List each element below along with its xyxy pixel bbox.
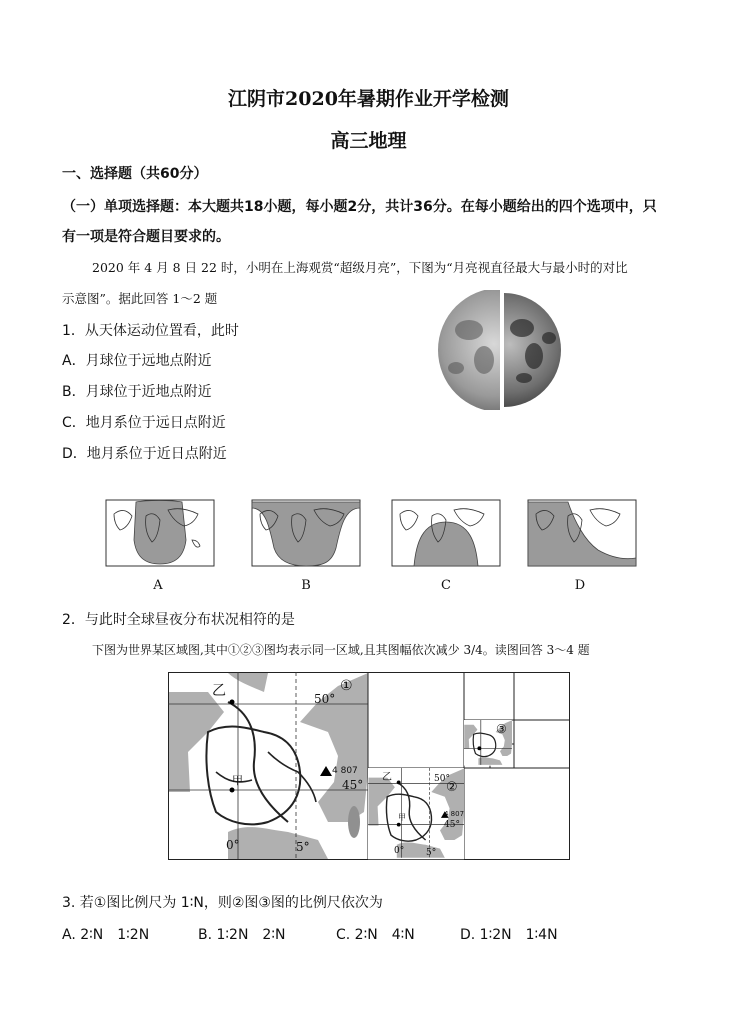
intro2-text: 下图为世界某区域图,其中①②③图均表示同一区域,且其图幅依次减少 3/4。读图回答 3～4 题: [92, 643, 590, 657]
day-night-maps: [104, 498, 639, 573]
section-heading: 一、选择题（共60分）: [62, 166, 208, 182]
map-d: [528, 500, 636, 566]
intro-line1: 2020 年 4 月 8 日 22 时，小明在上海观赏“超级月亮”，下图为“月亮视直径最大与最小时的对比: [92, 260, 628, 275]
lat-50-label: 50°: [314, 692, 336, 706]
question-3-option-a: A. 2∶N 1∶2N: [62, 927, 150, 943]
small-moon-label-line: 起来最: [566, 338, 599, 351]
small-moon-label-line: 小的时: [566, 353, 599, 366]
medium-lat-50-label: 50°: [434, 774, 450, 784]
super-moon-label: [370, 318, 440, 378]
region-map-figure: [168, 672, 570, 860]
map-marker-1: ①: [340, 678, 353, 694]
lon-0-label: 0°: [226, 838, 240, 852]
peak-elevation-label: 4 807: [332, 766, 358, 776]
medium-city-yi-label: 乙: [382, 772, 392, 783]
map-caption-a: A: [153, 578, 163, 593]
small-moon-label: [566, 322, 599, 382]
medium-lat-45-label: 45°: [444, 820, 460, 830]
page-title: 江阴市2020年暑期作业开学检测: [228, 88, 509, 110]
question-1-option-a: A．月球位于远地点附近: [62, 353, 212, 369]
question-2-stem: 2．与此时全球昼夜分布状况相符的是: [62, 612, 295, 628]
section-instructions-line1: （一）单项选择题：本大题共18小题，每小题2分，共计36分。在每小题给出的四个选项中，只: [62, 199, 657, 215]
medium-lon-0-label: 0°: [394, 846, 405, 856]
map-caption-d: D: [574, 578, 586, 593]
map-a: [106, 500, 214, 566]
intro-line2: 示意图”。据此回答 1～2 题: [62, 291, 218, 306]
question-1-option-d: D．地月系位于近日点附近: [62, 446, 227, 462]
map-marker-3: ③: [496, 722, 507, 736]
subject-title: 高三地理: [330, 130, 407, 152]
map-caption-b: B: [301, 578, 311, 593]
medium-lon-5-label: 5°: [426, 848, 437, 858]
question-3-stem: 3. 若①图比例尺为 1∶N，则②图③图的比例尺依次为: [62, 895, 383, 911]
small-moon-label-line: 月亮看: [566, 323, 599, 336]
medium-peak-elevation-label: 4 807: [444, 810, 465, 818]
super-moon-label-line: 30%: [370, 364, 395, 377]
super-moon-label-line: 看起来大了: [370, 334, 425, 347]
map-c: [392, 500, 500, 566]
section-instructions-line2: 有一项是符合题目要求的。: [62, 229, 230, 245]
lon-5-label: 5°: [296, 840, 310, 854]
day-night-maps-svg: [104, 498, 639, 573]
map-caption-c: C: [441, 578, 451, 593]
city-yi-label: 乙: [212, 683, 226, 699]
medium-city-jia-label: 甲: [398, 813, 406, 822]
region-map-svg: [168, 672, 570, 860]
city-jia-label: 甲: [232, 774, 243, 787]
map-b: [252, 500, 360, 566]
map-marker-2: ②: [446, 780, 458, 795]
question-3-option-b: B. 1∶2N 2∶N: [198, 927, 286, 943]
question-1-option-b: B．月球位于近地点附近: [62, 384, 212, 400]
question-3-option-d: D. 1∶2N 1∶4N: [460, 927, 558, 943]
lat-45-label: 45°: [342, 778, 364, 792]
question-1-stem: 1．从天体运动位置看，此时: [62, 323, 239, 339]
super-moon-label-line: 14%，亮了: [370, 349, 428, 362]
moon-comparison-figure: [364, 290, 634, 410]
super-moon-label-line: “超级月亮”: [370, 319, 426, 332]
question-1-option-c: C．地月系位于远日点附近: [62, 415, 226, 431]
question-3-option-c: C. 2∶N 4∶N: [336, 927, 415, 943]
small-moon-label-line: 候: [566, 368, 577, 381]
